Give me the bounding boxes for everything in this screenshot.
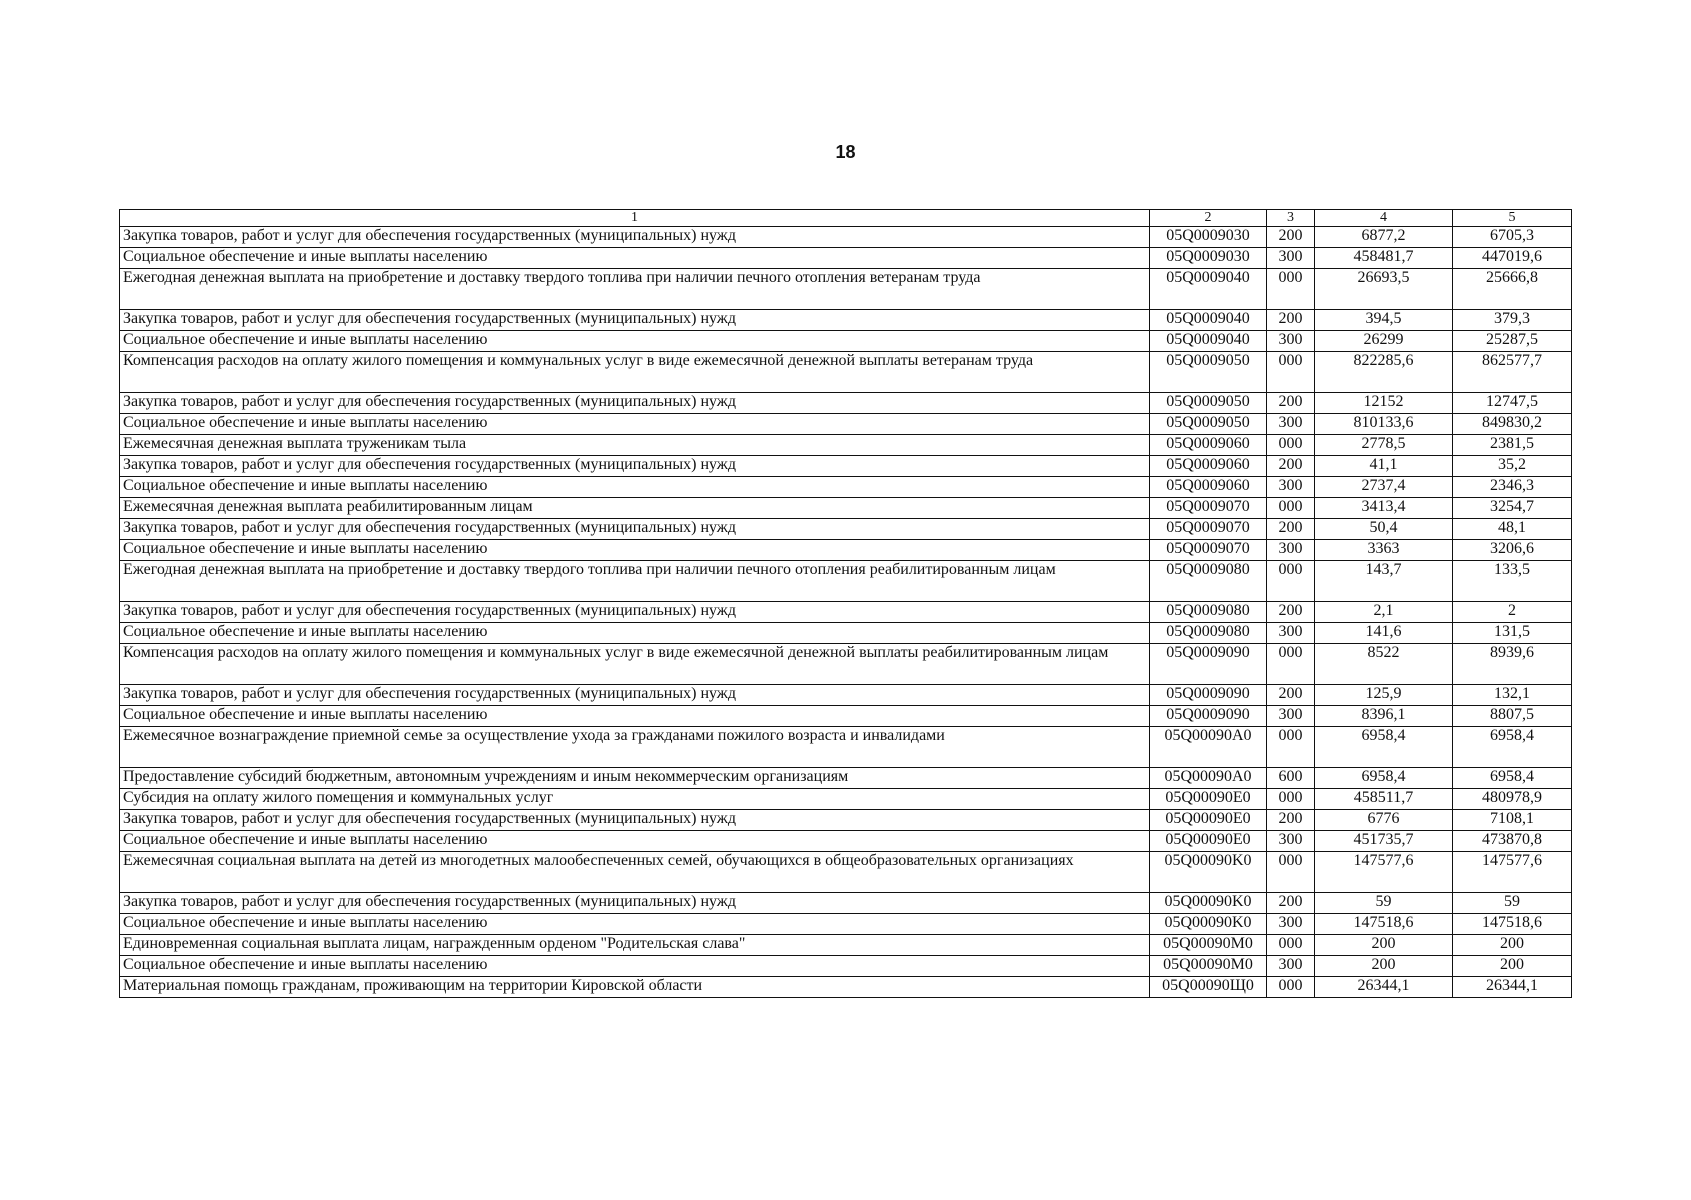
- row-expense-type-cell: 300: [1267, 831, 1315, 852]
- row-value-col4-cell: 12152: [1315, 393, 1453, 414]
- row-value-col5-cell: 8939,6: [1453, 644, 1572, 685]
- row-code-cell: 05Q0009040: [1150, 310, 1267, 331]
- row-expense-type-cell: 000: [1267, 435, 1315, 456]
- row-code-cell: 05Q0009090: [1150, 644, 1267, 685]
- row-value-col4-cell: 458481,7: [1315, 248, 1453, 269]
- row-expense-type-cell: 000: [1267, 269, 1315, 310]
- row-value-col4-cell: 200: [1315, 956, 1453, 977]
- table-row: [120, 498, 1572, 519]
- row-code-cell: 05Q0009080: [1150, 623, 1267, 644]
- row-expense-type-cell: 200: [1267, 393, 1315, 414]
- table-row: [120, 456, 1572, 477]
- table-row: [120, 831, 1572, 852]
- row-value-col5-cell: 132,1: [1453, 685, 1572, 706]
- row-name-cell: Ежегодная денежная выплата на приобретение и доставку твердого топлива при наличии печного отопления ветеранам труда: [120, 269, 1150, 310]
- row-expense-type-cell: 000: [1267, 852, 1315, 893]
- row-name-cell: Материальная помощь гражданам, проживающим на территории Кировской области: [120, 977, 1150, 998]
- row-value-col4-cell: 822285,6: [1315, 352, 1453, 393]
- row-expense-type-cell: 200: [1267, 227, 1315, 248]
- row-value-col4-cell: 125,9: [1315, 685, 1453, 706]
- row-code-cell: 05Q0009030: [1150, 227, 1267, 248]
- row-value-col4-cell: 8522: [1315, 644, 1453, 685]
- row-name-cell: Социальное обеспечение и иные выплаты населению: [120, 540, 1150, 561]
- row-expense-type-cell: 200: [1267, 893, 1315, 914]
- row-expense-type-cell: 600: [1267, 768, 1315, 789]
- row-code-cell: 05Q00090K0: [1150, 914, 1267, 935]
- header-col-3: 3: [1267, 210, 1315, 227]
- table-row: [120, 414, 1572, 435]
- row-name-cell: Закупка товаров, работ и услуг для обеспечения государственных (муниципальных) нужд: [120, 810, 1150, 831]
- row-name-cell: Закупка товаров, работ и услуг для обеспечения государственных (муниципальных) нужд: [120, 227, 1150, 248]
- row-expense-type-cell: 300: [1267, 540, 1315, 561]
- row-code-cell: 05Q0009090: [1150, 706, 1267, 727]
- row-expense-type-cell: 000: [1267, 977, 1315, 998]
- row-code-cell: 05Q0009050: [1150, 352, 1267, 393]
- row-code-cell: 05Q0009040: [1150, 331, 1267, 352]
- row-value-col4-cell: 451735,7: [1315, 831, 1453, 852]
- row-expense-type-cell: 200: [1267, 456, 1315, 477]
- page-number: 18: [835, 142, 856, 162]
- row-code-cell: 05Q0009050: [1150, 393, 1267, 414]
- table-row: [120, 519, 1572, 540]
- row-value-col4-cell: 143,7: [1315, 561, 1453, 602]
- row-name-cell: Социальное обеспечение и иные выплаты населению: [120, 706, 1150, 727]
- table-row: [120, 540, 1572, 561]
- row-expense-type-cell: 200: [1267, 810, 1315, 831]
- row-value-col4-cell: 810133,6: [1315, 414, 1453, 435]
- row-value-col4-cell: 3363: [1315, 540, 1453, 561]
- row-code-cell: 05Q0009050: [1150, 414, 1267, 435]
- row-value-col5-cell: 849830,2: [1453, 414, 1572, 435]
- table-row: [120, 977, 1572, 998]
- row-value-col5-cell: 3254,7: [1453, 498, 1572, 519]
- row-value-col4-cell: 2737,4: [1315, 477, 1453, 498]
- table-row: [120, 561, 1572, 602]
- table-row: [120, 602, 1572, 623]
- row-code-cell: 05Q0009070: [1150, 540, 1267, 561]
- row-name-cell: Ежегодная денежная выплата на приобретение и доставку твердого топлива при наличии печного отопления реабилитированным лицам: [120, 561, 1150, 602]
- row-value-col4-cell: 50,4: [1315, 519, 1453, 540]
- table-row: [120, 914, 1572, 935]
- header-col-5: 5: [1453, 210, 1572, 227]
- row-value-col4-cell: 2778,5: [1315, 435, 1453, 456]
- table-row: [120, 248, 1572, 269]
- table-row: [120, 706, 1572, 727]
- row-name-cell: Социальное обеспечение и иные выплаты населению: [120, 914, 1150, 935]
- row-value-col5-cell: 2346,3: [1453, 477, 1572, 498]
- row-value-col5-cell: 862577,7: [1453, 352, 1572, 393]
- row-code-cell: 05Q0009060: [1150, 456, 1267, 477]
- table-row: [120, 768, 1572, 789]
- row-value-col5-cell: 25666,8: [1453, 269, 1572, 310]
- row-value-col4-cell: 2,1: [1315, 602, 1453, 623]
- row-expense-type-cell: 300: [1267, 956, 1315, 977]
- row-value-col4-cell: 394,5: [1315, 310, 1453, 331]
- row-value-col4-cell: 200: [1315, 935, 1453, 956]
- row-code-cell: 05Q0009070: [1150, 519, 1267, 540]
- row-name-cell: Социальное обеспечение и иные выплаты населению: [120, 831, 1150, 852]
- row-code-cell: 05Q0009090: [1150, 685, 1267, 706]
- table-row: [120, 310, 1572, 331]
- row-code-cell: 05Q00090M0: [1150, 956, 1267, 977]
- table-row: [120, 727, 1572, 768]
- table-row: [120, 269, 1572, 310]
- row-value-col5-cell: 133,5: [1453, 561, 1572, 602]
- row-name-cell: Ежемесячное вознаграждение приемной семье за осуществление ухода за гражданами пожилого возраста и инвалидами: [120, 727, 1150, 768]
- row-value-col5-cell: 7108,1: [1453, 810, 1572, 831]
- row-code-cell: 05Q00090Щ0: [1150, 977, 1267, 998]
- row-expense-type-cell: 000: [1267, 727, 1315, 768]
- row-value-col4-cell: 41,1: [1315, 456, 1453, 477]
- row-name-cell: Социальное обеспечение и иные выплаты населению: [120, 248, 1150, 269]
- row-name-cell: Закупка товаров, работ и услуг для обеспечения государственных (муниципальных) нужд: [120, 456, 1150, 477]
- row-value-col4-cell: 26693,5: [1315, 269, 1453, 310]
- row-code-cell: 05Q00090K0: [1150, 852, 1267, 893]
- row-code-cell: 05Q00090M0: [1150, 935, 1267, 956]
- row-expense-type-cell: 000: [1267, 789, 1315, 810]
- row-expense-type-cell: 200: [1267, 310, 1315, 331]
- row-expense-type-cell: 200: [1267, 685, 1315, 706]
- row-value-col5-cell: 48,1: [1453, 519, 1572, 540]
- row-name-cell: Социальное обеспечение и иные выплаты населению: [120, 477, 1150, 498]
- row-value-col4-cell: 6776: [1315, 810, 1453, 831]
- row-name-cell: Закупка товаров, работ и услуг для обеспечения государственных (муниципальных) нужд: [120, 893, 1150, 914]
- header-col-4: 4: [1315, 210, 1453, 227]
- table-row: [120, 352, 1572, 393]
- row-name-cell: Предоставление субсидий бюджетным, автономным учреждениям и иным некоммерческим организациям: [120, 768, 1150, 789]
- row-name-cell: Субсидия на оплату жилого помещения и коммунальных услуг: [120, 789, 1150, 810]
- row-expense-type-cell: 300: [1267, 331, 1315, 352]
- row-code-cell: 05Q0009080: [1150, 561, 1267, 602]
- row-value-col5-cell: 147518,6: [1453, 914, 1572, 935]
- row-value-col5-cell: 200: [1453, 956, 1572, 977]
- row-value-col4-cell: 141,6: [1315, 623, 1453, 644]
- row-value-col5-cell: 447019,6: [1453, 248, 1572, 269]
- row-code-cell: 05Q00090E0: [1150, 810, 1267, 831]
- row-name-cell: Закупка товаров, работ и услуг для обеспечения государственных (муниципальных) нужд: [120, 602, 1150, 623]
- row-value-col5-cell: 147577,6: [1453, 852, 1572, 893]
- row-name-cell: Закупка товаров, работ и услуг для обеспечения государственных (муниципальных) нужд: [120, 685, 1150, 706]
- row-value-col5-cell: 2: [1453, 602, 1572, 623]
- table-row: [120, 935, 1572, 956]
- row-code-cell: 05Q00090E0: [1150, 789, 1267, 810]
- row-name-cell: Социальное обеспечение и иные выплаты населению: [120, 956, 1150, 977]
- row-name-cell: Компенсация расходов на оплату жилого помещения и коммунальных услуг в виде ежемесячной денежной выплаты реабилитированным лицам: [120, 644, 1150, 685]
- row-code-cell: 05Q00090A0: [1150, 727, 1267, 768]
- row-code-cell: 05Q0009060: [1150, 477, 1267, 498]
- row-value-col5-cell: 35,2: [1453, 456, 1572, 477]
- row-expense-type-cell: 000: [1267, 561, 1315, 602]
- row-value-col5-cell: 2381,5: [1453, 435, 1572, 456]
- row-value-col4-cell: 147518,6: [1315, 914, 1453, 935]
- table-row: [120, 623, 1572, 644]
- row-expense-type-cell: 300: [1267, 706, 1315, 727]
- table-body: [120, 227, 1572, 998]
- row-value-col5-cell: 3206,6: [1453, 540, 1572, 561]
- row-value-col4-cell: 59: [1315, 893, 1453, 914]
- table-row: [120, 644, 1572, 685]
- budget-table-container: [119, 209, 1571, 998]
- row-code-cell: 05Q0009060: [1150, 435, 1267, 456]
- row-expense-type-cell: 000: [1267, 498, 1315, 519]
- row-name-cell: Закупка товаров, работ и услуг для обеспечения государственных (муниципальных) нужд: [120, 519, 1150, 540]
- table-row: [120, 685, 1572, 706]
- row-name-cell: Ежемесячная денежная выплата труженикам тыла: [120, 435, 1150, 456]
- row-code-cell: 05Q00090K0: [1150, 893, 1267, 914]
- row-value-col4-cell: 458511,7: [1315, 789, 1453, 810]
- row-name-cell: Социальное обеспечение и иные выплаты населению: [120, 414, 1150, 435]
- row-value-col4-cell: 6958,4: [1315, 768, 1453, 789]
- row-value-col5-cell: 25287,5: [1453, 331, 1572, 352]
- row-expense-type-cell: 000: [1267, 935, 1315, 956]
- row-value-col5-cell: 6958,4: [1453, 727, 1572, 768]
- row-code-cell: 05Q0009080: [1150, 602, 1267, 623]
- row-value-col5-cell: 12747,5: [1453, 393, 1572, 414]
- table-row: [120, 393, 1572, 414]
- table-row: [120, 789, 1572, 810]
- row-name-cell: Социальное обеспечение и иные выплаты населению: [120, 331, 1150, 352]
- row-expense-type-cell: 300: [1267, 914, 1315, 935]
- table-row: [120, 810, 1572, 831]
- row-code-cell: 05Q00090A0: [1150, 768, 1267, 789]
- table-row: [120, 227, 1572, 248]
- row-name-cell: Закупка товаров, работ и услуг для обеспечения государственных (муниципальных) нужд: [120, 310, 1150, 331]
- row-value-col5-cell: 131,5: [1453, 623, 1572, 644]
- row-expense-type-cell: 200: [1267, 519, 1315, 540]
- row-name-cell: Единовременная социальная выплата лицам, награжденным орденом "Родительская слава": [120, 935, 1150, 956]
- table-row: [120, 477, 1572, 498]
- table-row: [120, 331, 1572, 352]
- row-name-cell: Закупка товаров, работ и услуг для обеспечения государственных (муниципальных) нужд: [120, 393, 1150, 414]
- row-expense-type-cell: 300: [1267, 248, 1315, 269]
- row-code-cell: 05Q00090E0: [1150, 831, 1267, 852]
- row-value-col4-cell: 8396,1: [1315, 706, 1453, 727]
- row-expense-type-cell: 000: [1267, 644, 1315, 685]
- row-value-col4-cell: 147577,6: [1315, 852, 1453, 893]
- row-value-col5-cell: 59: [1453, 893, 1572, 914]
- row-name-cell: Ежемесячная социальная выплата на детей из многодетных малообеспеченных семей, обучающихся в общеобразовательных организациях: [120, 852, 1150, 893]
- row-name-cell: Социальное обеспечение и иные выплаты населению: [120, 623, 1150, 644]
- row-value-col5-cell: 379,3: [1453, 310, 1572, 331]
- row-value-col4-cell: 26299: [1315, 331, 1453, 352]
- table-row: [120, 956, 1572, 977]
- row-name-cell: Ежемесячная денежная выплата реабилитированным лицам: [120, 498, 1150, 519]
- budget-table: [119, 209, 1572, 998]
- row-value-col4-cell: 6877,2: [1315, 227, 1453, 248]
- row-code-cell: 05Q0009030: [1150, 248, 1267, 269]
- row-code-cell: 05Q0009070: [1150, 498, 1267, 519]
- row-expense-type-cell: 200: [1267, 602, 1315, 623]
- row-value-col4-cell: 26344,1: [1315, 977, 1453, 998]
- row-expense-type-cell: 300: [1267, 414, 1315, 435]
- row-expense-type-cell: 300: [1267, 477, 1315, 498]
- table-row: [120, 435, 1572, 456]
- header-row: [120, 210, 1572, 227]
- row-value-col5-cell: 200: [1453, 935, 1572, 956]
- header-col-1: 1: [120, 210, 1150, 227]
- table-row: [120, 852, 1572, 893]
- row-value-col5-cell: 26344,1: [1453, 977, 1572, 998]
- row-value-col5-cell: 480978,9: [1453, 789, 1572, 810]
- row-code-cell: 05Q0009040: [1150, 269, 1267, 310]
- row-value-col5-cell: 473870,8: [1453, 831, 1572, 852]
- row-value-col4-cell: 6958,4: [1315, 727, 1453, 768]
- table-row: [120, 893, 1572, 914]
- row-expense-type-cell: 000: [1267, 352, 1315, 393]
- row-value-col5-cell: 8807,5: [1453, 706, 1572, 727]
- row-name-cell: Компенсация расходов на оплату жилого помещения и коммунальных услуг в виде ежемесячной денежной выплаты ветеранам труда: [120, 352, 1150, 393]
- row-expense-type-cell: 300: [1267, 623, 1315, 644]
- header-col-2: 2: [1150, 210, 1267, 227]
- row-value-col5-cell: 6705,3: [1453, 227, 1572, 248]
- row-value-col5-cell: 6958,4: [1453, 768, 1572, 789]
- row-value-col4-cell: 3413,4: [1315, 498, 1453, 519]
